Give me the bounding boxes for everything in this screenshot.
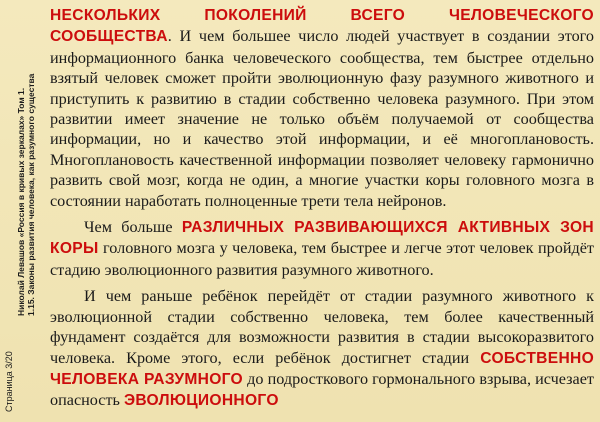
paragraph-3 [50, 286, 594, 411]
highlight-text: РАЗЛИЧНЫХ РАЗВИВАЮЩИХСЯ АКТИВНЫХ ЗОН КОРЫ [50, 219, 594, 258]
text-segment: до подросткового гормонального взрыва, исчезает опасность [50, 369, 595, 410]
page-number: Страница 3/20 [4, 351, 14, 412]
text-segment: И чем раньше ребёнок перейдёт от стадии разумного животного к эволюционной стадии собственно человека, тем более качественный фундамент создаётся для возможности развития в стадии высокоразвитого человека. Кроме этого, если ребёнок достигнет стадии [50, 287, 594, 367]
highlight-text: ЭВОЛЮЦИОННОГО [123, 392, 279, 410]
book-title: Николай Левашов «Россия в кривых зеркалах» Том 1. [16, 87, 26, 316]
chapter-title: 1.15. Законы развития человека, как разумного существа [26, 73, 36, 316]
text-segment: головного мозга у человека, тем быстрее и легче этот человек пройдёт стадию эволюционного развития разумного животного. [50, 239, 594, 279]
text-segment: Чем больше [84, 218, 182, 237]
highlight-text: НЕСКОЛЬКИХ ПОКОЛЕНИЙ ВСЕГО ЧЕЛОВЕЧЕСКОГО СООБЩЕСТВА [50, 7, 594, 46]
highlight-text: СОБСТВЕННО ЧЕЛОВЕКА РАЗУМНОГО [50, 349, 594, 388]
paragraph-2 [50, 217, 594, 280]
text-segment: . И чем большее число людей участвует в создании этого информационного банка человеческого сообщества, тем быстрее отдельно взятый человек сможет пройти эволюционную фазу разумного животного и приступить к развитию в стадии собственно человека разумного. При этом развитии имеет значение не только объём получаемой от сообщества информации, но и качество этой информации, и её многоплановость. Многоплановость качественной информации позволяет человеку гармонично развить свой мозг, когда не один, а многие участки коры головного мозга в состоянии наработать полноценные трети тела нейронов. [50, 27, 594, 210]
paragraph-1 [50, 5, 594, 211]
body-text [50, 5, 594, 418]
page-sidebar [0, 0, 46, 422]
